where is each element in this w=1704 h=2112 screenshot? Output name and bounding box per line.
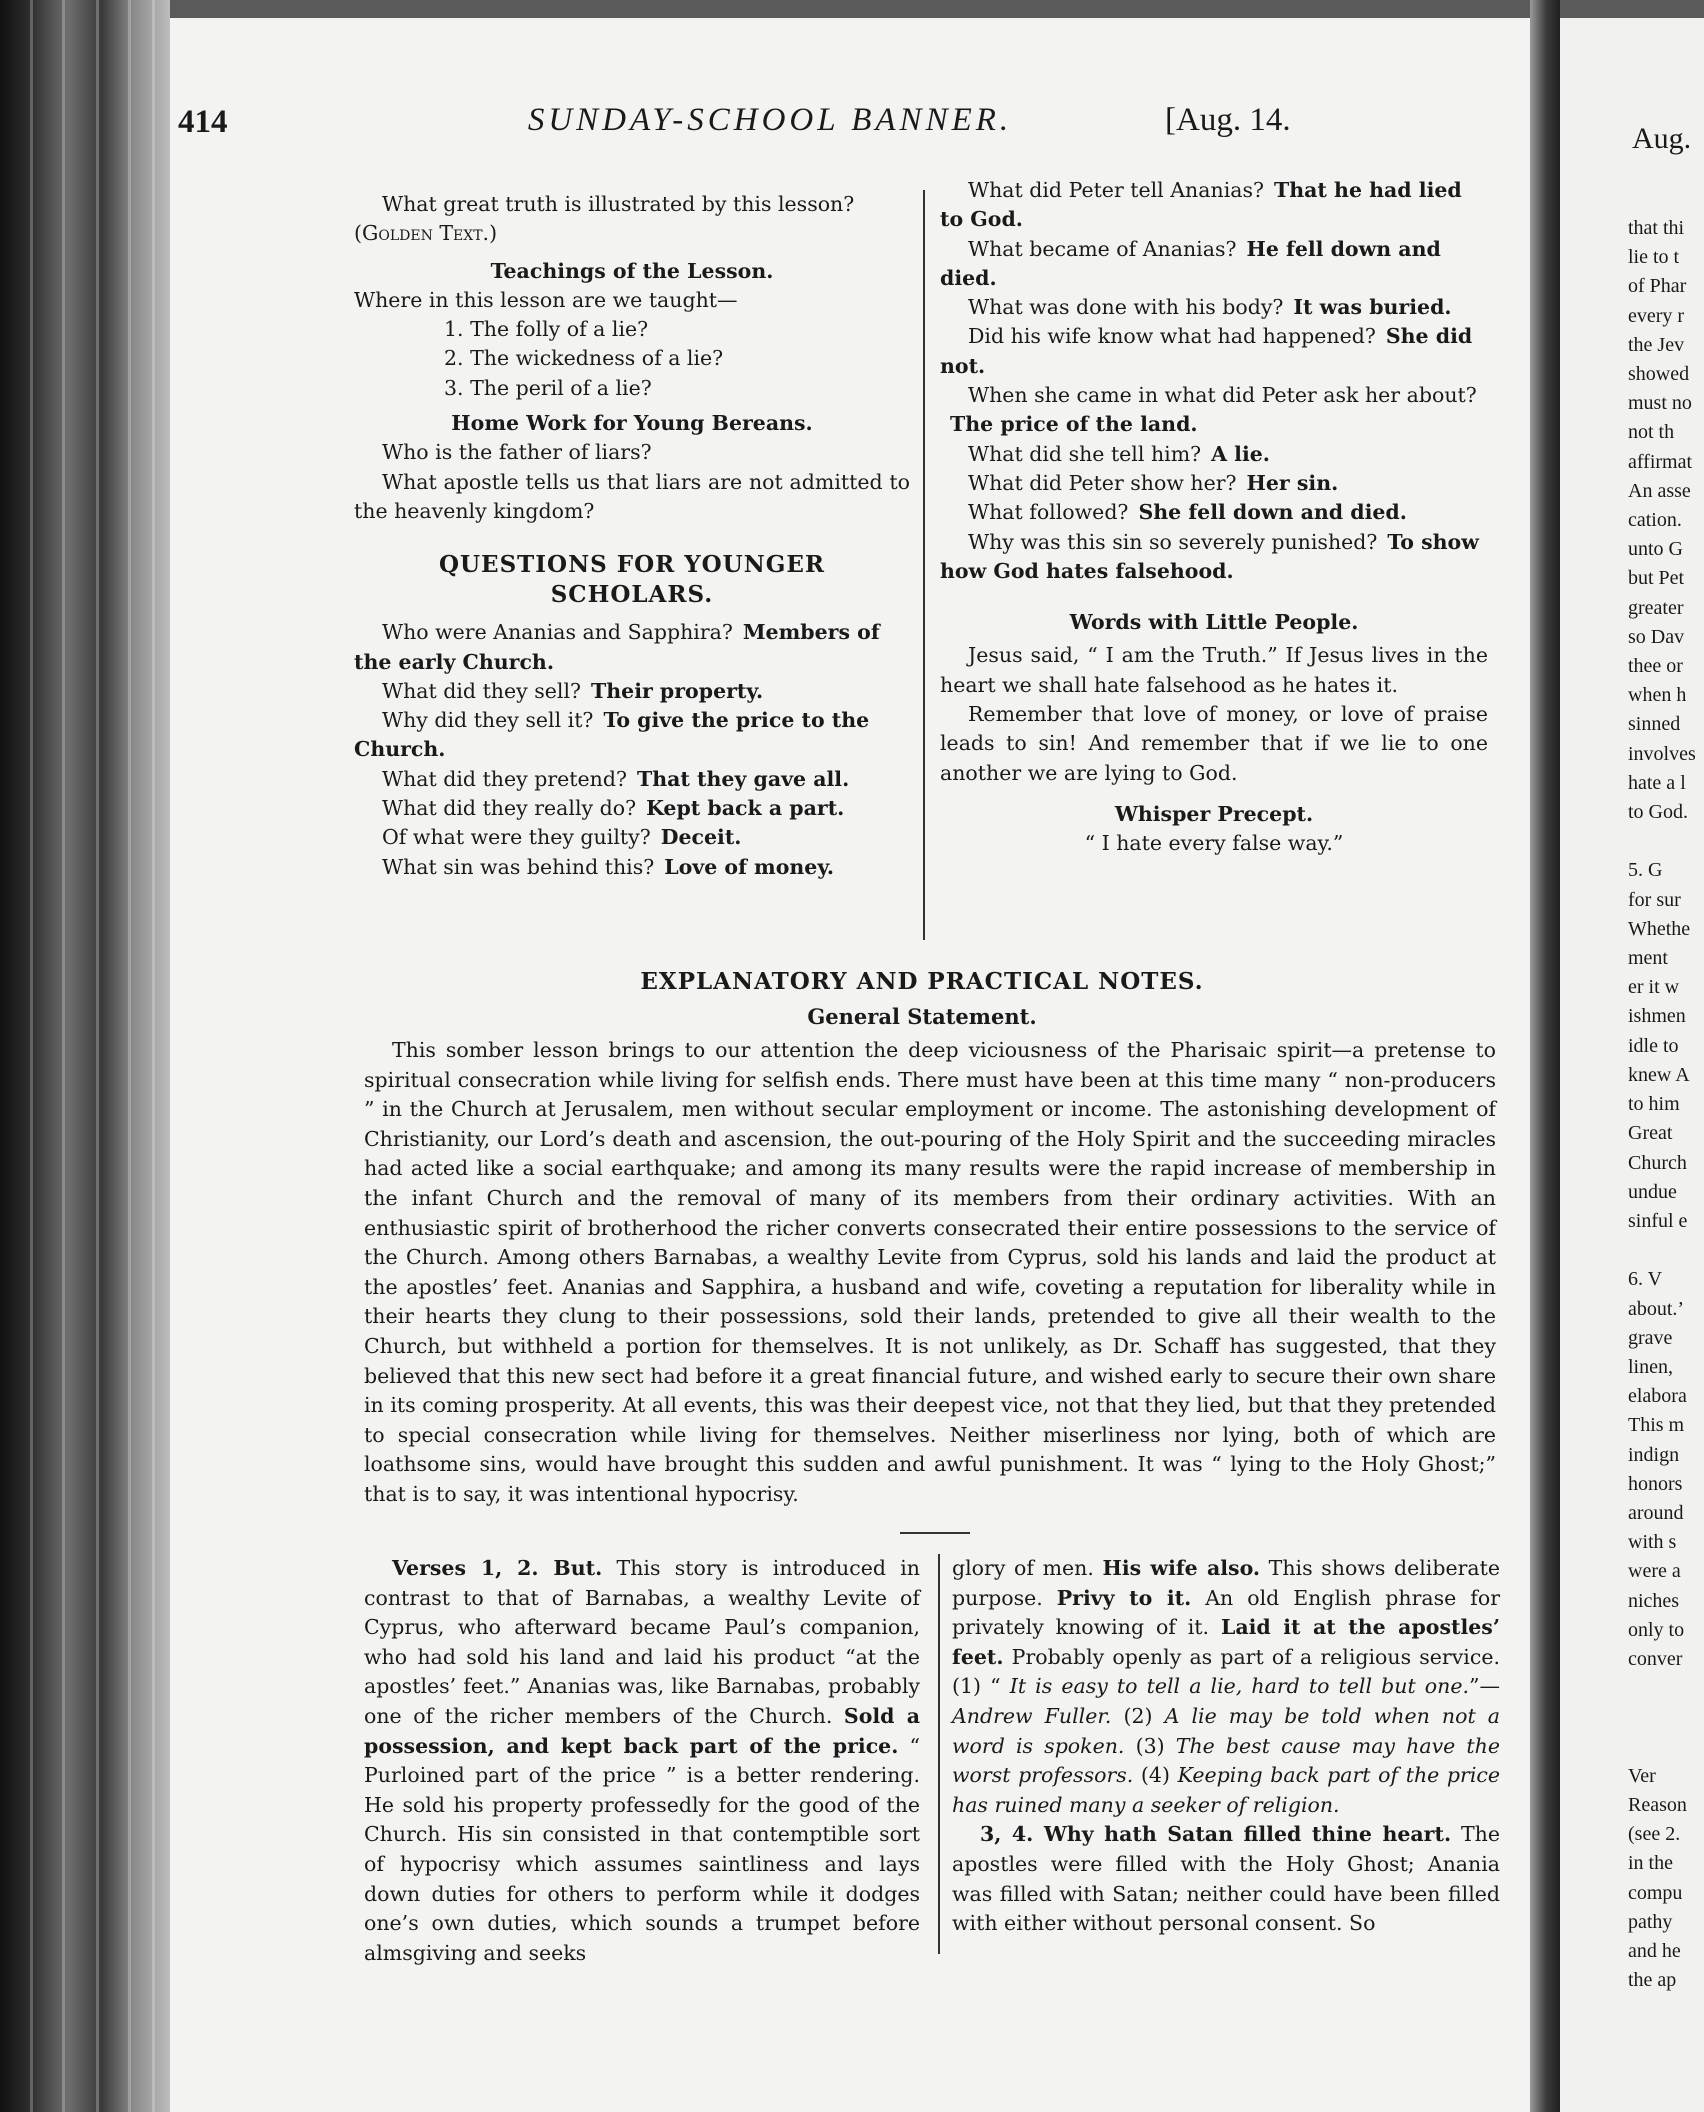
- qa-item: [354, 853, 910, 882]
- next-page-line: Reason: [1628, 1793, 1687, 1816]
- next-page-line: linen,: [1628, 1355, 1673, 1378]
- answer: She did not.: [940, 324, 1473, 378]
- answer: Members of the early Church.: [354, 620, 880, 674]
- left-column: [354, 190, 910, 882]
- page-number: 414: [178, 104, 228, 140]
- teaching-item: 2. The wickedness of a lie?: [444, 346, 724, 371]
- next-page-line: honors: [1628, 1472, 1683, 1495]
- question: Did his wife know what had happened?: [968, 324, 1376, 349]
- answer: To show how God hates falsehood.: [940, 529, 1479, 583]
- next-page-line: the ap: [1628, 1969, 1677, 1992]
- next-page-line: greater: [1628, 596, 1684, 619]
- column-divider-lower: [938, 1554, 940, 1954]
- teachings-question: Where in this lesson are we taught—: [354, 287, 738, 312]
- question: What did they really do?: [382, 796, 637, 821]
- next-page-line: ment: [1628, 947, 1668, 970]
- teaching-item: 3. The peril of a lie?: [444, 375, 652, 400]
- teaching-item: 1. The folly of a lie?: [444, 317, 649, 342]
- verses-right-column: glory of men. His wife also. This shows deliberate purpose. Privy to it. An old English phrase for privately knowing of it. Laid it at the apostles’ feet. Probably openly as part of a religious service. (1) “ It is easy to tell a lie, hard to tell but one.”—Andrew Fuller. (2) A lie may be told when not a word is spoken. (3) The best cause may have the worst professors. (4) Keeping back part of the price has ruined many a seeker of religion. 3, 4. Why hath Satan filled thine heart. The apostles were filled with the Holy Ghost; Anania was filled with Satan; neither could have been filled with either without personal consent. So: [952, 1556, 1501, 1936]
- next-page-line: involves: [1628, 742, 1696, 765]
- homework-heading: Home Work for Young Bereans.: [451, 411, 813, 436]
- next-page-line: niches: [1628, 1589, 1680, 1612]
- verse-lead: 3, 4. Why hath Satan filled thine heart.: [980, 1822, 1452, 1847]
- column-divider: [923, 190, 925, 940]
- qa-item: [354, 765, 910, 794]
- running-date: [Aug. 14.: [1165, 102, 1291, 138]
- next-page-line: every r: [1628, 304, 1685, 327]
- running-title: SUNDAY-SCHOOL BANNER.: [527, 102, 1013, 138]
- next-page-text: [1628, 214, 1696, 1995]
- right-column: [940, 176, 1488, 859]
- next-page-line: when h: [1628, 684, 1687, 707]
- qa-item: [940, 381, 1488, 440]
- answer: That he had lied to God.: [940, 178, 1462, 232]
- qa-item: [940, 440, 1488, 469]
- next-page-line: for sur: [1628, 888, 1681, 911]
- next-page-line: but Pet: [1628, 567, 1685, 590]
- golden-text-label: (Golden Text.): [354, 221, 498, 246]
- next-page-line: so Dav: [1628, 625, 1685, 648]
- next-page-line: unto G: [1628, 538, 1683, 561]
- general-statement-heading: General Statement.: [807, 1004, 1037, 1029]
- next-page-line: to God.: [1628, 801, 1688, 824]
- next-page-line: [1628, 1674, 1696, 1703]
- qa-item: [940, 469, 1488, 498]
- next-page-line: must no: [1628, 392, 1692, 415]
- qa-item: [354, 677, 910, 706]
- next-page-line: elabora: [1628, 1385, 1687, 1408]
- next-page-line: ishmen: [1628, 1005, 1686, 1028]
- question: When she came in what did Peter ask her about?: [968, 383, 1477, 408]
- next-page-line: lie to t: [1628, 246, 1680, 269]
- next-page-line: Great: [1628, 1122, 1673, 1145]
- section-rule: [900, 1532, 970, 1534]
- next-page-line: and he: [1628, 1939, 1681, 1962]
- question: Of what were they guilty?: [382, 825, 651, 850]
- next-page-line: about.’: [1628, 1297, 1685, 1320]
- qa-item: [354, 706, 910, 765]
- answer: She fell down and died.: [1138, 500, 1407, 525]
- next-page-line: with s: [1628, 1531, 1677, 1554]
- next-page-line: of Phar: [1628, 275, 1687, 298]
- next-page-header: Aug.: [1632, 122, 1692, 155]
- answer: Their property.: [591, 678, 764, 703]
- next-page-line: sinned: [1628, 713, 1681, 736]
- notes-heading: EXPLANATORY AND PRACTICAL NOTES.: [640, 968, 1204, 995]
- qa-item: [940, 176, 1488, 235]
- question: What did they pretend?: [382, 766, 627, 791]
- whisper-text: “ I hate every false way.”: [1084, 831, 1344, 856]
- book-binding: [0, 0, 170, 2112]
- next-page-line: er it w: [1628, 976, 1680, 999]
- next-page-line: 6. V: [1628, 1268, 1663, 1291]
- qa-item: [354, 794, 910, 823]
- whisper-heading: Whisper Precept.: [1114, 801, 1314, 826]
- next-page-line: (see 2.: [1628, 1823, 1681, 1846]
- next-page-line: knew A: [1628, 1063, 1690, 1086]
- golden-text-question: What great truth is illustrated by this lesson?: [382, 192, 855, 216]
- next-page-line: cation.: [1628, 509, 1682, 532]
- next-page-line: Church: [1628, 1151, 1687, 1174]
- qa-item: [940, 235, 1488, 294]
- next-page-line: the Jev: [1628, 333, 1685, 356]
- next-page-line: hate a l: [1628, 771, 1686, 794]
- verse-phrase: Sold a possession, and kept back part of the price.: [364, 1703, 920, 1758]
- next-page-line: conver: [1628, 1647, 1683, 1670]
- qa-item: [354, 618, 910, 677]
- answer: Deceit.: [660, 825, 742, 850]
- answer: To give the price to the Church.: [354, 708, 870, 762]
- next-page-line: 5. G: [1628, 859, 1663, 882]
- question: What did Peter tell Ananias?: [968, 178, 1264, 202]
- next-page-line: around: [1628, 1501, 1684, 1524]
- next-page-line: This m: [1628, 1414, 1685, 1437]
- next-page-line: not th: [1628, 421, 1675, 444]
- next-page-line: An asse: [1628, 479, 1691, 502]
- question: What sin was behind this?: [382, 854, 655, 879]
- next-page-line: indign: [1628, 1443, 1680, 1466]
- qa-item: [940, 322, 1488, 381]
- question: Why did they sell it?: [382, 708, 594, 733]
- answer: The price of the land.: [950, 412, 1198, 437]
- next-page-line: sinful e: [1628, 1209, 1688, 1232]
- next-page-line: idle to: [1628, 1034, 1679, 1057]
- question: Who were Ananias and Sapphira?: [382, 620, 733, 645]
- verse-phrase: His wife also.: [1102, 1556, 1261, 1580]
- question: What did she tell him?: [968, 441, 1202, 466]
- next-page-line: [1628, 1236, 1696, 1265]
- younger-qa-list: [354, 618, 910, 882]
- page-gutter: [1530, 0, 1560, 2112]
- qa-item: [940, 293, 1488, 322]
- homework-question: Who is the father of liars?: [382, 440, 652, 465]
- words-paragraph: Remember that love of money, or love of praise leads to sin! And remember that if we lie to one another we are lying to God.: [940, 702, 1488, 785]
- homework-question: What apostle tells us that liars are not admitted to the heavenly kingdom?: [354, 469, 910, 523]
- next-page-line: thee or: [1628, 655, 1683, 678]
- next-page-line: that thi: [1628, 217, 1685, 239]
- next-page-line: in the: [1628, 1852, 1673, 1875]
- qa-item: [354, 823, 910, 852]
- teachings-heading: Teachings of the Lesson.: [490, 258, 774, 283]
- question: Why was this sin so severely punished?: [968, 529, 1378, 554]
- answer: Her sin.: [1246, 470, 1339, 495]
- verse-phrase: Laid it at the apostles’ feet.: [952, 1615, 1500, 1669]
- verse-lead: Verses 1, 2. But.: [392, 1556, 603, 1580]
- younger-heading: QUESTIONS FOR YOUNGER SCHOLARS.: [438, 551, 826, 609]
- verses-left-column: Verses 1, 2. But. This story is introduced in contrast to that of Barnabas, a wealthy Levite of Cyprus, who afterward became Paul’s companion, who had sold his land and laid his product “at the apostles’ feet.” Ananias was, like Barnabas, probably one of the richer members of the Church. Sold a possession, and kept back part of the price. “ Purloined part of the price ” is a better rendering. He sold his property professedly for the good of the Church. His sin consisted in that contemptible sort of hypocrisy which assumes saintliness and lays down duties for others to perform while it dodges one’s own duties, which sounds a trumpet before almsgiving and seeks: [364, 1556, 920, 1965]
- answer: He fell down and died.: [940, 236, 1441, 290]
- question: What did they sell?: [382, 678, 581, 703]
- next-page-line: were a: [1628, 1560, 1681, 1583]
- next-page-line: Ver: [1628, 1764, 1656, 1787]
- question: What followed?: [968, 500, 1129, 525]
- answer: Love of money.: [664, 854, 835, 879]
- next-page-line: undue: [1628, 1180, 1677, 1203]
- page-right-partial: [1560, 18, 1704, 2112]
- qa-item: [940, 498, 1488, 527]
- words-heading: Words with Little People.: [1069, 610, 1359, 635]
- next-page-line: [1628, 1733, 1696, 1762]
- question: What was done with his body?: [968, 295, 1284, 320]
- next-page-line: showed: [1628, 363, 1690, 386]
- question: What did Peter show her?: [968, 470, 1237, 495]
- answer: It was buried.: [1293, 295, 1452, 320]
- answer: That they gave all.: [636, 766, 850, 791]
- next-page-line: pathy: [1628, 1910, 1673, 1933]
- next-page-line: [1628, 1703, 1696, 1732]
- general-statement-text: This somber lesson brings to our attention the deep viciousness of the Pharisaic spirit—a pretense to spiritual consecration while living for selfish ends. There must have been at this time many “ non-producers ” in the Church at Jerusalem, men without secular employment or income. The astonishing development of Christianity, our Lord’s death and ascension, the out-pouring of the Holy Spirit and the succeeding miracles had acted like a social earthquake; and among its many results were the rapid increase of membership in the infant Church and the removal of many of its members from their ordinary activities. With an enthusiastic spirit of brotherhood the richer converts consecrated their entire possessions to the service of the Church. Among others Barnabas, a wealthy Levite from Cyprus, sold his lands and laid the product at the apostles’ feet. Ananias and Sapphira, a husband and wife, coveting a reputation for liberality while in their hearts they clung to their possessions, sold their lands, pretended to give all their wealth to the Church, but withheld a portion for themselves. It is not unlikely, as Dr. Schaff has suggested, that they believed that this new sect had before it a great financial future, and wished early to secure their own share in its coming prosperity. At all events, this was their deepest vice, not that they lied, but that they pretended to special consecration while living for themselves. Neither miserliness nor lying, both of which are loathsome sins, would have brought this sudden and awful punishment. It was “ lying to the Holy Ghost;” that is to say, it was intentional hypocrisy.: [364, 1038, 1496, 1506]
- next-page-line: [1628, 827, 1696, 856]
- answer: A lie.: [1211, 441, 1270, 466]
- next-page-line: to him: [1628, 1093, 1680, 1116]
- next-page-line: grave: [1628, 1326, 1673, 1349]
- next-page-line: only to: [1628, 1618, 1685, 1641]
- next-page-line: affirmat: [1628, 450, 1693, 473]
- answer: Kept back a part.: [646, 796, 845, 821]
- qa-item: [940, 528, 1488, 587]
- qa-list: [940, 176, 1488, 586]
- next-page-line: compu: [1628, 1881, 1683, 1904]
- verse-phrase: Privy to it.: [1056, 1585, 1192, 1610]
- next-page-line: Whethe: [1628, 917, 1691, 940]
- question: What became of Ananias?: [968, 236, 1237, 261]
- words-paragraph: Jesus said, “ I am the Truth.” If Jesus lives in the heart we shall hate falsehood as he hates it.: [940, 643, 1488, 697]
